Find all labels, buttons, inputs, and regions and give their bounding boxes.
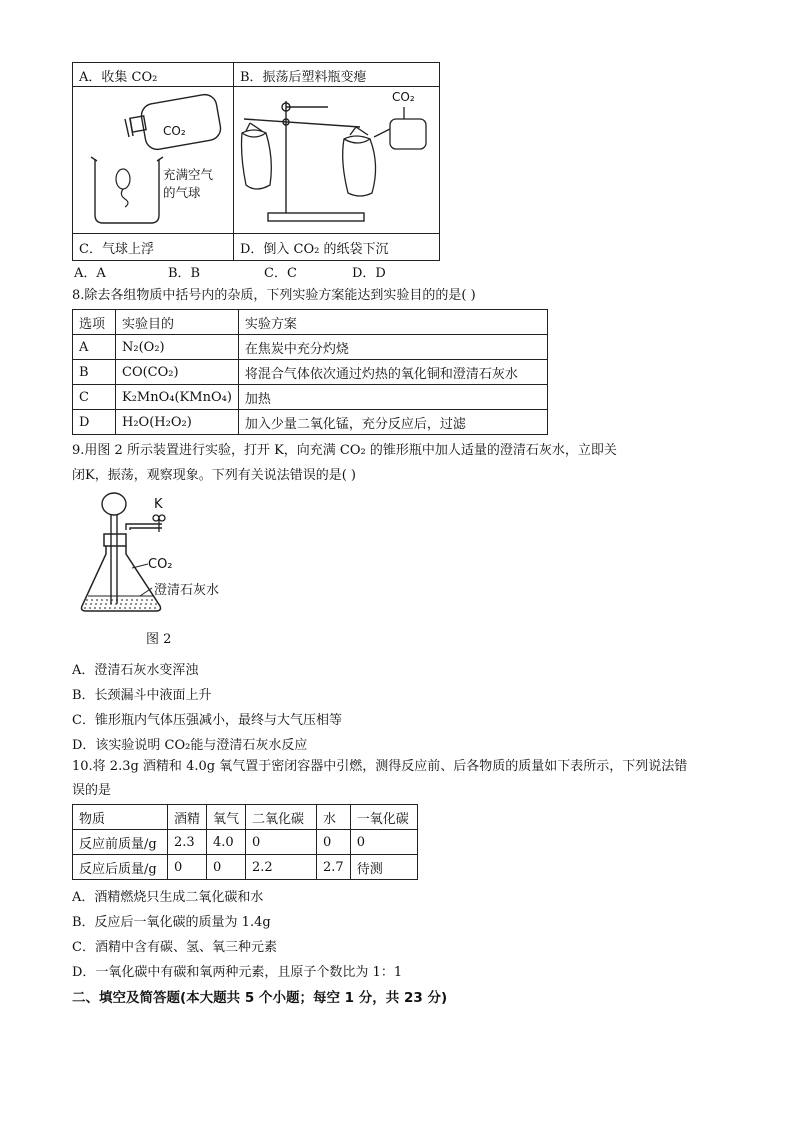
- q7-figure-table: [72, 62, 440, 261]
- q7-cell-d-label: D．倒入 CO₂ 的纸袋下沉: [240, 242, 389, 257]
- table-cell: 0: [168, 855, 207, 880]
- q9-option-a: A．澄清石灰水变浑浊: [72, 663, 199, 678]
- table-header-cell: 水: [317, 805, 351, 830]
- q9-option-b: B．长颈漏斗中液面上升: [72, 688, 212, 703]
- limewater-label: 澄清石灰水: [154, 583, 220, 598]
- table-cell: 0: [207, 855, 246, 880]
- balloon-label-line1: 充满空气: [163, 167, 214, 182]
- table-cell: 反应后质量/g: [73, 855, 168, 880]
- table-header-row: [73, 310, 548, 335]
- balloon-label-line2: 的气球: [163, 185, 201, 200]
- section-2-heading: 二、填空及简答题(本大题共 5 个小题；每空 1 分，共 23 分): [72, 990, 448, 1006]
- table-cell: 将混合气体依次通过灼热的氧化铜和澄清石灰水: [238, 360, 547, 385]
- iron-stand-icon: [244, 101, 364, 221]
- table-cell: N₂(O₂): [116, 335, 239, 360]
- paper-bag-right-icon: [343, 127, 376, 196]
- q10-option-c: C．酒精中含有碳、氢、氧三种元素: [72, 940, 277, 955]
- table-cell: 加入少量二氧化锰，充分反应后，过滤: [238, 410, 547, 435]
- balance-co2-label: CO₂: [392, 90, 415, 104]
- table-row: [73, 385, 548, 410]
- table-cell: 0: [317, 830, 351, 855]
- q9-option-c: C．锥形瓶内气体压强减小，最终与大气压相等: [72, 713, 342, 728]
- q7-divider-bottom: [73, 233, 439, 234]
- q10-stem-line1: 10.将 2.3g 酒精和 4.0g 氧气置于密闭容器中引燃，测得反应前、后各物质的质量如下表所示，下列说法错: [72, 759, 688, 774]
- table-cell: H₂O(H₂O₂): [116, 410, 239, 435]
- figure-2-apparatus: [80, 490, 250, 616]
- q9-option-d: D．该实验说明 CO₂能与澄清石灰水反应: [72, 738, 308, 753]
- table-cell: 2.3: [168, 830, 207, 855]
- q10-stem-line2: 误的是: [72, 783, 112, 798]
- table-header-cell: 二氧化碳: [246, 805, 317, 830]
- table-cell: 4.0: [207, 830, 246, 855]
- flask-co2-label: CO₂: [148, 557, 173, 572]
- table-row: [73, 830, 418, 855]
- table-header-cell: 实验目的: [116, 310, 239, 335]
- table-row: [73, 855, 418, 880]
- table-cell: 在焦炭中充分灼烧: [238, 335, 547, 360]
- balloon-icon: [116, 169, 130, 207]
- co2-bottle-label: CO₂: [163, 124, 186, 138]
- q7-cell-a-label: A．收集 CO₂: [79, 70, 158, 85]
- table-header-cell: 一氧化碳: [350, 805, 417, 830]
- q8-table: [72, 309, 548, 435]
- q10-table: [72, 804, 418, 880]
- table-row: [73, 335, 548, 360]
- q7-divider-vertical: [233, 63, 234, 260]
- q7-option-d: D．D: [352, 266, 386, 281]
- table-cell: 反应前质量/g: [73, 830, 168, 855]
- q10-option-b: B．反应后一氧化碳的质量为 1.4g: [72, 915, 271, 930]
- q7-option-b: B．B: [168, 266, 201, 281]
- co2-container-icon: [374, 107, 426, 149]
- table-cell: A: [73, 335, 116, 360]
- q7-option-a: A．A: [74, 266, 106, 281]
- table-cell: 0: [350, 830, 417, 855]
- table-cell: C: [73, 385, 116, 410]
- table-header-cell: 物质: [73, 805, 168, 830]
- co2-pour-beaker-figure: [81, 89, 231, 231]
- table-cell: 加热: [238, 385, 547, 410]
- q8-stem: 8.除去各组物质中括号内的杂质，下列实验方案能达到实验目的的是( ): [72, 288, 476, 303]
- table-cell: 0: [246, 830, 317, 855]
- table-row: [73, 410, 548, 435]
- table-header-row: [73, 805, 418, 830]
- paper-bag-left-icon: [242, 123, 272, 189]
- co2-bottle-icon: [125, 93, 222, 151]
- table-cell: D: [73, 410, 116, 435]
- side-tube-icon: [126, 524, 162, 530]
- table-cell: CO(CO₂): [116, 360, 239, 385]
- q9-stem-line1: 9.用图 2 所示装置进行实验，打开 K，向充满 CO₂ 的锥形瓶中加人适量的澄清石灰水，立即关: [72, 443, 617, 458]
- q7-cell-b-label: B．振荡后塑料瓶变瘪: [240, 70, 367, 85]
- conical-flask-icon: [82, 534, 161, 611]
- q7-divider-top: [73, 86, 439, 87]
- balance-paper-bag-figure: [236, 89, 436, 231]
- table-header-cell: 实验方案: [238, 310, 547, 335]
- valve-k-label: K: [154, 497, 163, 512]
- table-header-cell: 选项: [73, 310, 116, 335]
- q9-stem-line2: 闭K，振荡，观察现象。下列有关说法错误的是( ): [72, 468, 356, 483]
- limewater-liquid-icon: [84, 596, 159, 608]
- q7-option-c: C．C: [264, 266, 297, 281]
- figure-2-caption: 图 2: [146, 632, 172, 647]
- table-cell: 2.2: [246, 855, 317, 880]
- beaker-icon: [91, 157, 163, 223]
- table-cell: 待测: [350, 855, 417, 880]
- table-cell: K₂MnO₄(KMnO₄): [116, 385, 239, 410]
- table-cell: B: [73, 360, 116, 385]
- table-header-cell: 酒精: [168, 805, 207, 830]
- table-cell: 2.7: [317, 855, 351, 880]
- q10-option-a: A．酒精燃烧只生成二氧化碳和水: [72, 890, 264, 905]
- q10-option-d: D．一氧化碳中有碳和氧两种元素，且原子个数比为 1：1: [72, 965, 403, 980]
- table-row: [73, 360, 548, 385]
- table-header-cell: 氧气: [207, 805, 246, 830]
- q7-cell-c-label: C．气球上浮: [79, 242, 154, 257]
